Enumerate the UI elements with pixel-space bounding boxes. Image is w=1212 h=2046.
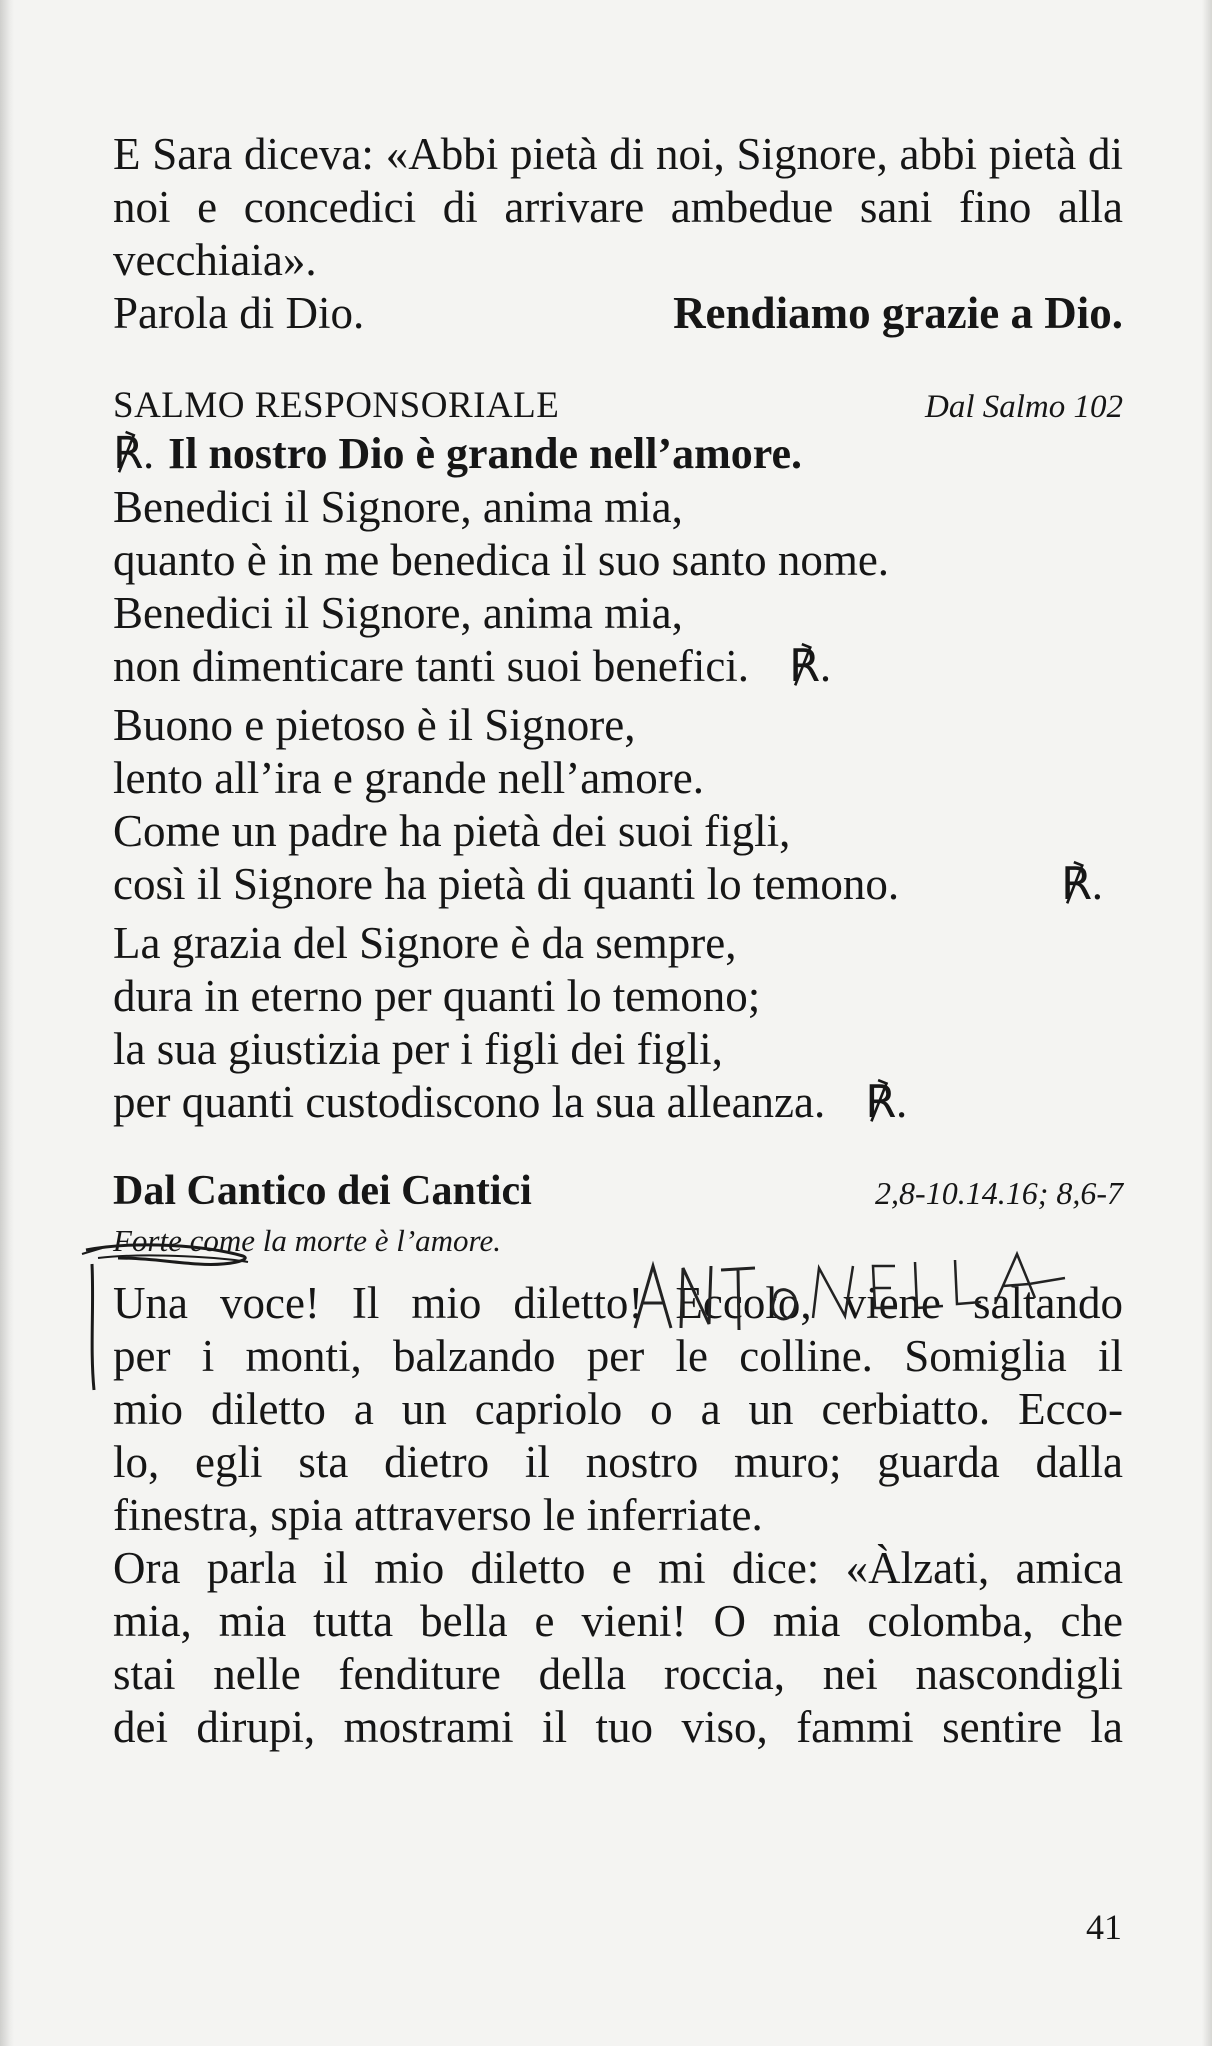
psalm-stanza-1 [113,481,1123,693]
reading-heading-row [113,1167,1123,1215]
reading-title: Dal Cantico dei Cantici [113,1168,532,1214]
intro-paragraph: E Sara diceva: «Abbi pietà di noi, Signore, abbi pietà di noi e concedici di arrivare ambedue sani fino alla vecchiaia». [113,129,1123,285]
psalm-heading-row [113,384,1123,427]
verse-line: Buono e pietoso è il Signore, [113,700,636,750]
page-content [113,128,1123,1754]
verse-line: La grazia del Signore è da sempre, [113,918,737,968]
reading-reference: 2,8-10.14.16; 8,6-7 [875,1175,1123,1211]
page-left-edge [0,0,14,2046]
reading-line: Ora parla il mio diletto e mi dice: «Àlzati, amica [113,1543,1123,1593]
psalm-stanza-2 [113,699,1123,911]
reading-line: finestra, spia attraverso le inferriate. [113,1490,763,1540]
page-right-edge [1202,0,1212,2046]
closing-left: Parola di Dio. [113,288,365,338]
verse-line: quanto è in me benedica il suo santo nome. [113,535,890,585]
response-marker: ℟. [789,641,832,691]
reading-line: lo, egli sta dietro il nostro muro; guarda dalla [113,1437,1123,1487]
verse-line: Benedici il Signore, anima mia, [113,588,683,638]
psalm-response [113,427,1123,481]
handwritten-signature [625,1248,1085,1348]
reading-line: per i monti, balzando per le colline. Somiglia il [113,1331,1123,1381]
reading-line: Una voce! Il mio diletto! Eccolo, viene saltando [113,1278,1123,1328]
reading-subtitle: Forte come la morte è l’amore. [113,1223,501,1258]
verse-line: Come un padre ha pietà dei suoi figli, [113,806,791,856]
psalm-stanza-3 [113,917,1123,1129]
response-marker: ℟. [865,1077,908,1127]
intro-closing [113,287,1123,340]
reading-line: mia, mia tutta bella e vieni! O mia colomba, che [113,1596,1123,1646]
closing-response: Rendiamo grazie a Dio. [673,288,1123,338]
pen-scribble-mark [78,1228,308,1398]
verse-line: per quanti custodiscono la sua alleanza. ℟. [113,1077,908,1127]
response-marker: ℟. [1060,859,1103,909]
response-text: Il nostro Dio è grande nell’amore. [168,429,802,478]
reading-line: mio diletto a un capriolo o a un cerbiatto. Ecco- [113,1384,1123,1434]
verse-line: non dimenticare tanti suoi benefici. ℟. [113,641,832,691]
reading-line: stai nelle fenditure della roccia, nei nascondigli [113,1649,1123,1699]
psalm-reference: Dal Salmo 102 [925,389,1123,425]
verse-line: la sua giustizia per i figli dei figli, [113,1024,723,1074]
verse-line: Benedici il Signore, anima mia, [113,482,683,532]
page-number: 41 [1086,1907,1122,1947]
psalm-heading: SALMO RESPONSORIALE [113,385,560,426]
verse-line: dura in eterno per quanti lo temono; [113,971,761,1021]
verse-line: così il Signore ha pietà di quanti lo temono. ℟. [113,859,1103,909]
reading-line: dei dirupi, mostrami il tuo viso, fammi sentire la [113,1702,1123,1752]
verse-line: lento all’ira e grande nell’amore. [113,753,704,803]
response-symbol: ℟. [113,429,155,478]
